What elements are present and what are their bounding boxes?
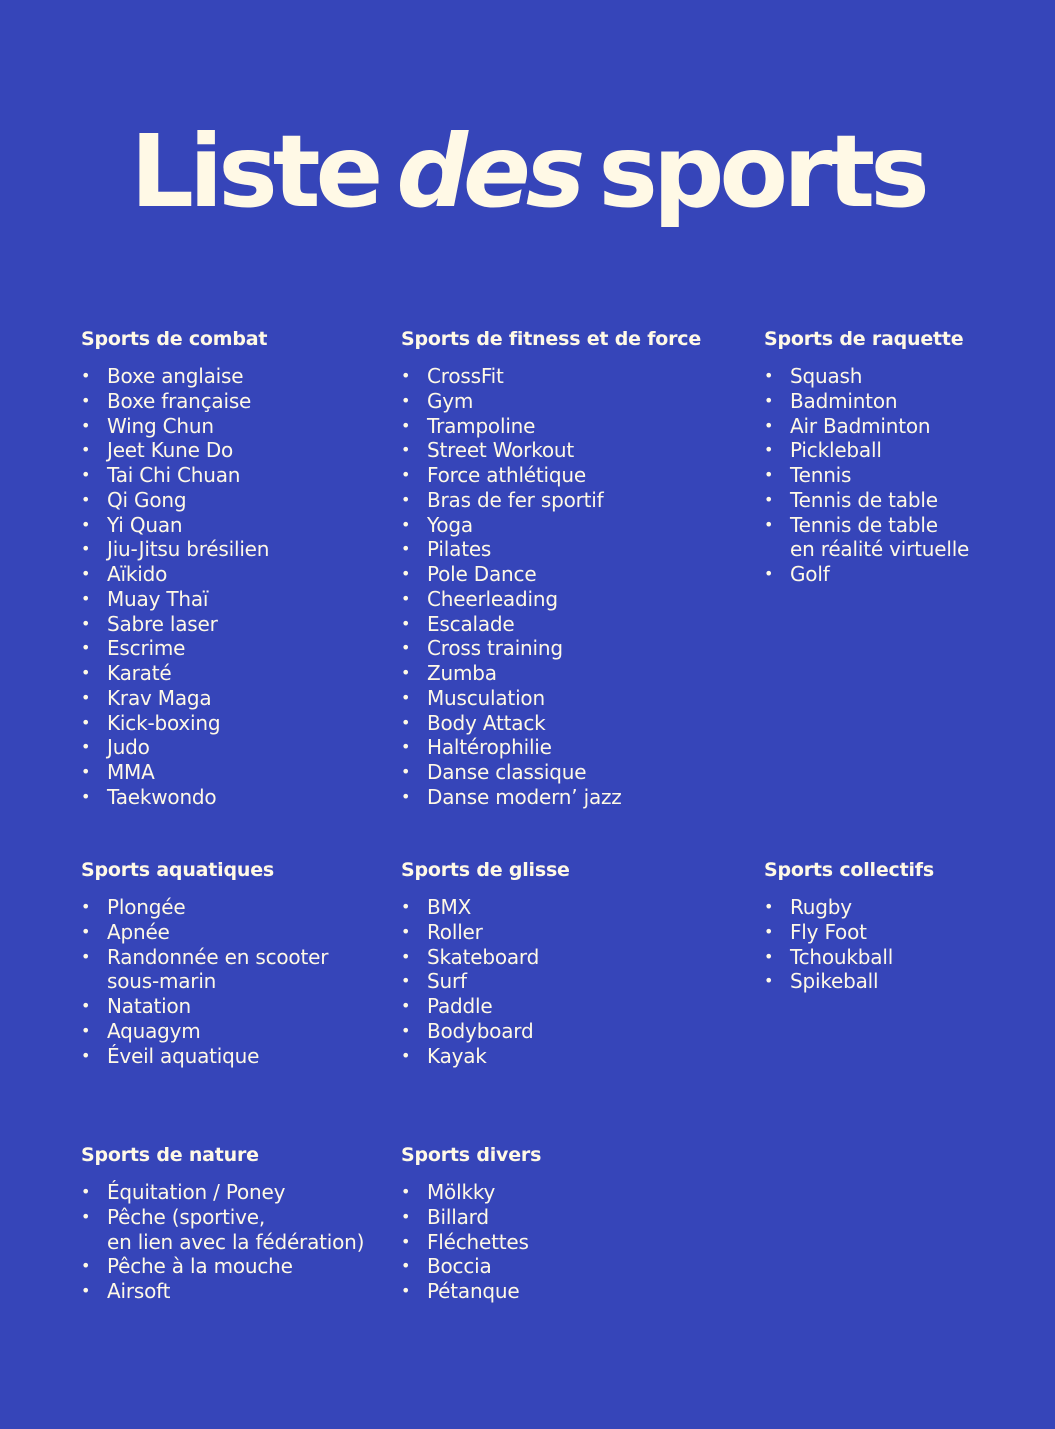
list-item xyxy=(81,661,269,686)
list-item xyxy=(401,760,701,785)
list-item xyxy=(81,587,269,612)
list-item xyxy=(401,785,701,810)
list-item-label: MMA xyxy=(107,760,155,784)
list-item-label: Escrime xyxy=(107,636,186,661)
bullet-icon: • xyxy=(81,1281,91,1300)
list-item-label: Danse modern’ jazz xyxy=(427,784,622,809)
bullet-icon: • xyxy=(81,539,91,559)
list-item-label: Danse classique xyxy=(427,760,587,784)
list-item xyxy=(81,785,269,810)
list-item xyxy=(401,686,701,711)
section-heading: Sports de fitness et de force xyxy=(401,328,702,350)
list-item xyxy=(401,463,701,488)
list-item xyxy=(401,513,701,538)
sport-list xyxy=(81,1180,364,1304)
list-item xyxy=(764,969,934,994)
list-item xyxy=(81,537,269,562)
list-item xyxy=(81,488,269,513)
bullet-icon: • xyxy=(81,1206,91,1226)
list-item xyxy=(401,562,701,587)
bullet-icon: • xyxy=(81,440,91,460)
list-item-label: Paddle xyxy=(427,994,493,1018)
bullet-icon: • xyxy=(81,762,91,781)
bullet-icon: • xyxy=(764,415,774,435)
list-item xyxy=(81,1279,364,1304)
bullet-icon: • xyxy=(401,564,411,583)
list-item-label: Pêche à la mouche xyxy=(107,1254,293,1279)
bullet-icon: • xyxy=(81,613,91,633)
list-item xyxy=(764,562,969,587)
list-item-label: Pickleball xyxy=(790,438,882,463)
list-item xyxy=(401,920,570,945)
list-item-label: Kick-boxing xyxy=(107,710,221,735)
bullet-icon: • xyxy=(401,1281,411,1300)
list-item xyxy=(401,994,570,1019)
bullet-icon: • xyxy=(764,489,774,509)
list-item xyxy=(764,438,969,463)
list-item xyxy=(81,735,269,760)
list-item xyxy=(81,920,328,945)
list-item-label: Judo xyxy=(107,735,150,760)
list-item xyxy=(81,562,269,587)
bullet-icon: • xyxy=(81,514,91,534)
bullet-icon: • xyxy=(764,971,774,991)
list-item-label: Krav Maga xyxy=(107,685,212,710)
list-item xyxy=(401,735,701,760)
list-item xyxy=(764,945,934,970)
list-item-label: Bodyboard xyxy=(427,1018,534,1043)
list-item-label: Karaté xyxy=(107,661,172,685)
sport-list xyxy=(81,895,328,1068)
list-item xyxy=(764,364,969,389)
list-item xyxy=(81,1205,364,1255)
list-item-label: Air Badminton xyxy=(790,413,931,438)
list-item-label: Tennis xyxy=(790,463,852,487)
bullet-icon: • xyxy=(401,613,411,633)
bullet-icon: • xyxy=(764,921,774,941)
list-item-label: Tennis de table en réalité virtuelle xyxy=(790,512,970,562)
list-item-label: BMX xyxy=(427,895,472,919)
list-item-label: Pole Dance xyxy=(427,562,537,586)
bullet-icon: • xyxy=(81,390,91,410)
bullet-icon: • xyxy=(81,946,91,966)
list-item xyxy=(764,920,934,945)
list-item xyxy=(81,463,269,488)
bullet-icon: • xyxy=(401,366,411,385)
list-item xyxy=(401,636,701,661)
list-item xyxy=(764,895,934,920)
list-item-label: Badminton xyxy=(790,388,898,413)
list-item-label: Yi Quan xyxy=(107,512,183,537)
section-heading: Sports de glisse xyxy=(401,859,570,881)
list-item xyxy=(81,760,269,785)
sport-list xyxy=(401,1180,541,1304)
list-item-label: Haltérophilie xyxy=(427,735,552,760)
bullet-icon: • xyxy=(81,638,91,658)
list-item xyxy=(81,686,269,711)
list-item-label: Golf xyxy=(790,562,830,586)
sport-list xyxy=(764,364,969,587)
bullet-icon: • xyxy=(401,663,411,682)
section-heading: Sports de nature xyxy=(81,1144,259,1166)
bullet-icon: • xyxy=(401,1182,411,1201)
list-item xyxy=(401,587,701,612)
list-item xyxy=(401,969,570,994)
list-item xyxy=(81,414,269,439)
list-item xyxy=(401,414,701,439)
section-sports-de-glisse xyxy=(401,858,570,1068)
bullet-icon: • xyxy=(764,366,774,385)
list-item xyxy=(81,994,328,1019)
section-heading: Sports divers xyxy=(401,1144,542,1166)
list-item xyxy=(401,1279,541,1304)
list-item-label: Jiu-Jitsu brésilien xyxy=(107,537,270,562)
list-item-label: Zumba xyxy=(427,661,497,685)
bullet-icon: • xyxy=(401,588,411,608)
list-item-label: Squash xyxy=(790,364,863,388)
bullet-icon: • xyxy=(81,489,91,509)
title-word-des: des xyxy=(396,113,581,230)
list-item xyxy=(401,1044,570,1069)
bullet-icon: • xyxy=(81,415,91,435)
sport-list xyxy=(764,895,934,994)
bullet-icon: • xyxy=(401,638,411,658)
sport-list xyxy=(401,895,570,1068)
bullet-icon: • xyxy=(81,1182,91,1201)
list-item xyxy=(764,488,969,513)
bullet-icon: • xyxy=(764,946,774,966)
bullet-icon: • xyxy=(81,1045,91,1065)
list-item xyxy=(401,438,701,463)
list-item-label: Qi Gong xyxy=(107,487,187,512)
list-item-label: Tchoukball xyxy=(790,944,894,969)
list-item xyxy=(401,537,701,562)
list-item-label: Aquagym xyxy=(107,1018,201,1043)
list-item xyxy=(401,1019,570,1044)
list-item-label: Muay Thaï xyxy=(107,586,209,611)
bullet-icon: • xyxy=(401,737,411,757)
list-item-label: Boxe française xyxy=(107,388,252,413)
bullet-icon: • xyxy=(81,465,91,484)
bullet-icon: • xyxy=(81,1020,91,1040)
bullet-icon: • xyxy=(764,465,774,484)
list-item-label: CrossFit xyxy=(427,364,504,388)
bullet-icon: • xyxy=(401,1206,411,1226)
bullet-icon: • xyxy=(81,737,91,757)
list-item xyxy=(81,636,269,661)
bullet-icon: • xyxy=(81,1256,91,1276)
list-item-label: Airsoft xyxy=(107,1279,171,1303)
bullet-icon: • xyxy=(401,514,411,534)
bullet-icon: • xyxy=(401,1231,411,1251)
bullet-icon: • xyxy=(764,390,774,410)
section-sports-divers xyxy=(401,1143,541,1304)
section-heading: Sports de raquette xyxy=(764,328,964,350)
bullet-icon: • xyxy=(401,971,411,991)
list-item-label: Force athlétique xyxy=(427,463,586,487)
list-item-label: Body Attack xyxy=(427,710,546,735)
bullet-icon: • xyxy=(401,921,411,941)
list-item-label: Rugby xyxy=(790,895,852,919)
list-item-label: Taekwondo xyxy=(107,784,217,809)
page-title xyxy=(0,112,1055,232)
bullet-icon: • xyxy=(81,786,91,806)
list-item-label: Fléchettes xyxy=(427,1229,529,1254)
list-item xyxy=(81,1044,328,1069)
list-item-label: Randonnée en scooter sous-marin xyxy=(107,944,329,994)
bullet-icon: • xyxy=(401,897,411,916)
section-sports-de-fitness-et-de-force xyxy=(401,327,701,810)
list-item xyxy=(401,1254,541,1279)
bullet-icon: • xyxy=(401,946,411,966)
list-item-label: Escalade xyxy=(427,611,515,636)
bullet-icon: • xyxy=(401,1020,411,1040)
list-item xyxy=(401,612,701,637)
list-item xyxy=(81,612,269,637)
list-item-label: Street Workout xyxy=(427,438,575,463)
list-item-label: Surf xyxy=(427,969,467,994)
list-item xyxy=(764,414,969,439)
bullet-icon: • xyxy=(81,712,91,732)
list-item-label: Kayak xyxy=(427,1043,487,1068)
list-item xyxy=(401,1180,541,1205)
list-item xyxy=(81,711,269,736)
section-sports-de-nature xyxy=(81,1143,364,1304)
list-item-label: Yoga xyxy=(427,512,473,537)
section-sports-de-raquette xyxy=(764,327,969,587)
bullet-icon: • xyxy=(401,539,411,559)
list-item xyxy=(81,1254,364,1279)
list-item-label: Plongée xyxy=(107,895,186,919)
bullet-icon: • xyxy=(81,687,91,707)
bullet-icon: • xyxy=(764,440,774,460)
list-item-label: Roller xyxy=(427,919,483,944)
section-sports-de-combat xyxy=(81,327,269,810)
list-item-label: Skateboard xyxy=(427,944,540,969)
list-item-label: Gym xyxy=(427,388,474,413)
bullet-icon: • xyxy=(81,921,91,941)
list-item xyxy=(401,661,701,686)
list-item-label: Bras de fer sportif xyxy=(427,487,604,512)
bullet-icon: • xyxy=(401,687,411,707)
list-item-label: Apnée xyxy=(107,919,170,944)
list-item xyxy=(401,945,570,970)
list-item-label: Pilates xyxy=(427,537,492,562)
list-item-label: Trampoline xyxy=(427,413,536,438)
list-item-label: Équitation / Poney xyxy=(107,1180,286,1204)
sport-list xyxy=(401,364,701,810)
list-item-label: Sabre laser xyxy=(107,611,218,636)
bullet-icon: • xyxy=(401,996,411,1015)
bullet-icon: • xyxy=(401,762,411,781)
list-item-label: Aïkido xyxy=(107,562,168,586)
bullet-icon: • xyxy=(401,1045,411,1065)
bullet-icon: • xyxy=(81,663,91,682)
list-item xyxy=(401,1205,541,1230)
bullet-icon: • xyxy=(764,514,774,534)
list-item xyxy=(81,389,269,414)
section-sports-aquatiques xyxy=(81,858,328,1068)
list-item xyxy=(764,463,969,488)
title-word-sports: sports xyxy=(598,113,925,230)
list-item-label: Boccia xyxy=(427,1254,492,1279)
list-item-label: Fly Foot xyxy=(790,919,867,944)
list-item xyxy=(81,1180,364,1205)
bullet-icon: • xyxy=(81,564,91,583)
list-item-label: Wing Chun xyxy=(107,413,214,438)
section-sports-collectifs xyxy=(764,858,934,994)
list-item xyxy=(81,1019,328,1044)
list-item-label: Boxe anglaise xyxy=(107,364,244,388)
bullet-icon: • xyxy=(81,588,91,608)
list-item xyxy=(81,513,269,538)
section-heading: Sports de combat xyxy=(81,328,268,350)
list-item xyxy=(401,711,701,736)
bullet-icon: • xyxy=(401,440,411,460)
list-item xyxy=(401,364,701,389)
list-item-label: Cross training xyxy=(427,636,563,661)
list-item-label: Éveil aquatique xyxy=(107,1043,260,1068)
bullet-icon: • xyxy=(401,489,411,509)
list-item xyxy=(81,364,269,389)
list-item xyxy=(401,488,701,513)
section-heading: Sports aquatiques xyxy=(81,859,275,881)
bullet-icon: • xyxy=(81,366,91,385)
title-word-liste: Liste xyxy=(130,113,379,230)
bullet-icon: • xyxy=(401,415,411,435)
list-item-label: Pêche (sportive, en lien avec la fédération) xyxy=(107,1204,365,1254)
list-item-label: Billard xyxy=(427,1204,489,1229)
bullet-icon: • xyxy=(401,1256,411,1276)
list-item xyxy=(81,895,328,920)
bullet-icon: • xyxy=(81,996,91,1015)
list-item-label: Tai Chi Chuan xyxy=(107,463,241,487)
bullet-icon: • xyxy=(81,897,91,916)
list-item-label: Spikeball xyxy=(790,969,879,994)
sport-list xyxy=(81,364,269,810)
list-item xyxy=(81,945,328,995)
list-item xyxy=(401,1230,541,1255)
list-item xyxy=(81,438,269,463)
list-item-label: Mölkky xyxy=(427,1180,496,1204)
list-item-label: Musculation xyxy=(427,685,545,710)
bullet-icon: • xyxy=(764,897,774,916)
list-item xyxy=(764,513,969,563)
list-item-label: Pétanque xyxy=(427,1279,520,1303)
bullet-icon: • xyxy=(401,465,411,484)
list-item xyxy=(401,895,570,920)
bullet-icon: • xyxy=(401,786,411,806)
section-heading: Sports collectifs xyxy=(764,859,934,881)
list-item-label: Cheerleading xyxy=(427,586,558,611)
list-item xyxy=(764,389,969,414)
list-item-label: Natation xyxy=(107,994,192,1018)
bullet-icon: • xyxy=(401,712,411,732)
list-item-label: Jeet Kune Do xyxy=(107,438,234,463)
list-item xyxy=(401,389,701,414)
list-item-label: Tennis de table xyxy=(790,487,938,512)
bullet-icon: • xyxy=(401,390,411,410)
bullet-icon: • xyxy=(764,564,774,583)
